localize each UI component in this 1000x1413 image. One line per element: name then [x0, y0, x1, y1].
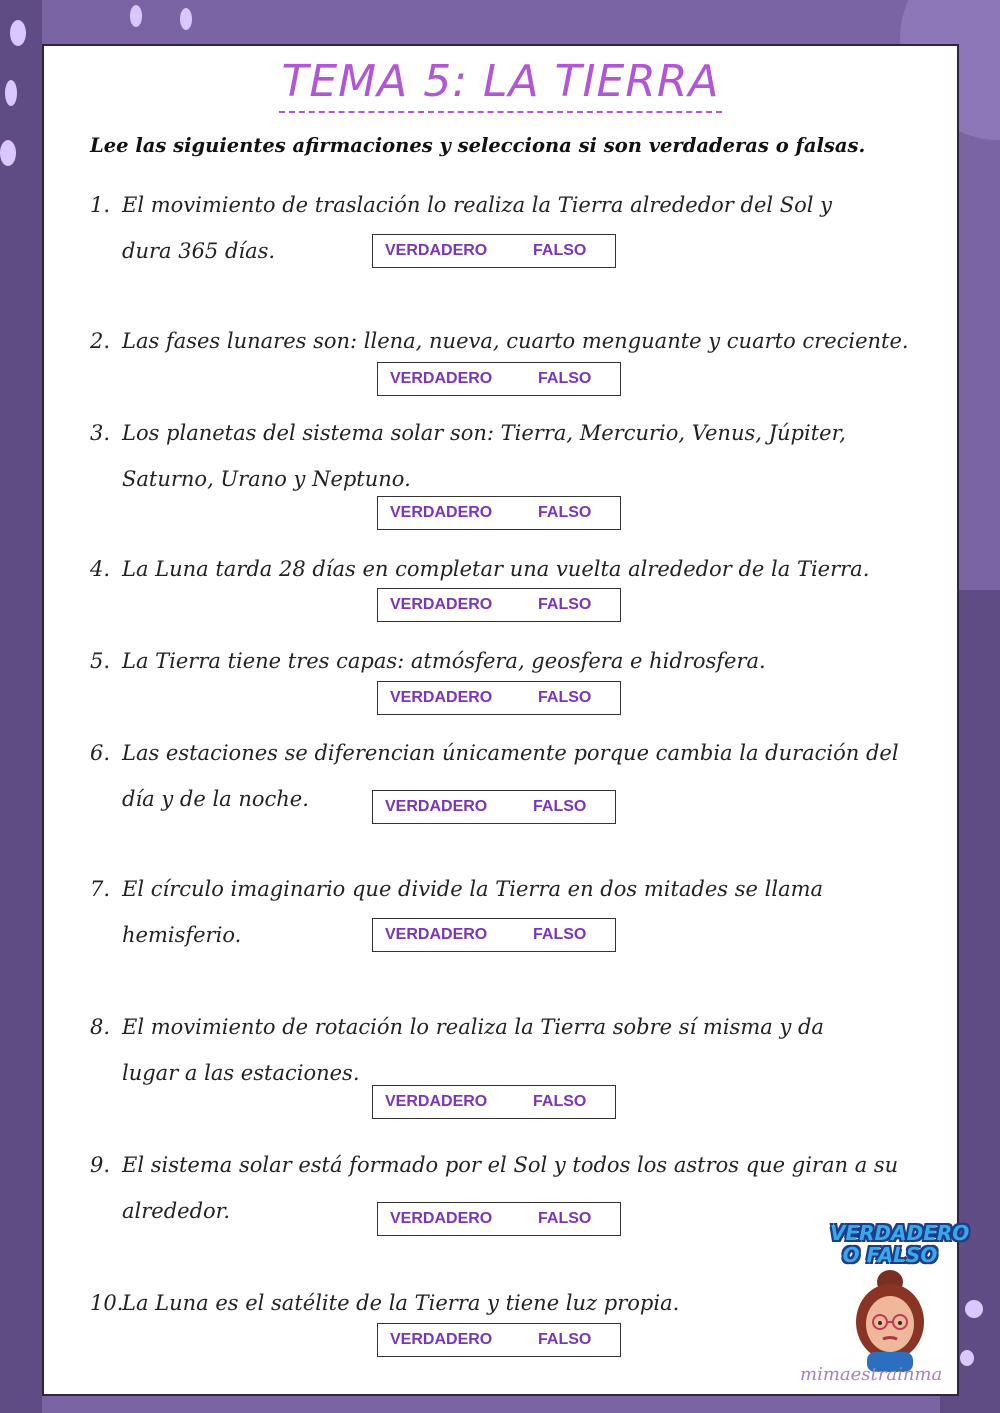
answer-box-7 [372, 918, 616, 952]
statement-text: El sistema solar está formado por el Sol y todos los astros que giran a su [122, 1153, 899, 1177]
statement-3 [90, 410, 846, 502]
statement-8 [90, 1004, 824, 1096]
decor-dot [180, 8, 192, 30]
statement-text: El círculo imaginario que divide la Tierra en dos mitades se llama [122, 877, 824, 901]
statement-number: 4. [90, 557, 111, 581]
statement-10 [90, 1280, 679, 1326]
statement-number: 3. [90, 421, 111, 445]
answer-box-3 [377, 496, 621, 530]
answer-box-6 [372, 790, 616, 824]
false-option-2[interactable]: FALSO [538, 370, 592, 387]
decor-dot [960, 1350, 974, 1366]
false-option-5[interactable]: FALSO [538, 689, 592, 706]
author-signature: mimaestrainma [800, 1364, 943, 1385]
page-title [44, 56, 957, 107]
true-option-6[interactable]: VERDADERO [385, 798, 488, 815]
statement-text: Los planetas del sistema solar son: Tierra, Mercurio, Venus, Júpiter, [122, 421, 846, 445]
statement-number: 7. [90, 877, 111, 901]
statement-text-continued: alrededor. [122, 1199, 231, 1223]
answer-box-8 [372, 1085, 616, 1119]
true-option-3[interactable]: VERDADERO [390, 504, 493, 521]
statement-text-continued: dura 365 días. [122, 239, 276, 263]
statement-number: 2. [90, 329, 111, 353]
statement-4 [90, 546, 869, 592]
decor-dot [10, 20, 26, 46]
answer-box-1 [372, 234, 616, 268]
page-title-text: TEMA 5: LA TIERRA [279, 56, 721, 113]
decor-dot [965, 1300, 983, 1318]
statement-text: La Luna es el satélite de la Tierra y tiene luz propia. [122, 1291, 680, 1315]
statement-number: 8. [90, 1015, 111, 1039]
false-option-10[interactable]: FALSO [538, 1331, 592, 1348]
answer-box-10 [377, 1323, 621, 1357]
statement-number: 5. [90, 649, 111, 673]
false-option-8[interactable]: FALSO [533, 1093, 587, 1110]
true-option-7[interactable]: VERDADERO [385, 926, 488, 943]
true-option-1[interactable]: VERDADERO [385, 242, 488, 259]
answer-box-9 [377, 1202, 621, 1236]
badge-line-2: O FALSO [842, 1243, 938, 1267]
statement-text: La Luna tarda 28 días en completar una vuelta alrededor de la Tierra. [122, 557, 870, 581]
statement-text-continued: lugar a las estaciones. [122, 1061, 360, 1085]
statement-text: Las estaciones se diferencian únicamente porque cambia la duración del [122, 741, 899, 765]
avatar-icon [845, 1268, 935, 1372]
true-option-8[interactable]: VERDADERO [385, 1093, 488, 1110]
true-option-4[interactable]: VERDADERO [390, 596, 493, 613]
verdadero-o-falso-badge [830, 1221, 970, 1372]
statement-5 [90, 638, 766, 684]
background-panel-left [0, 0, 42, 1413]
false-option-7[interactable]: FALSO [533, 926, 587, 943]
false-option-6[interactable]: FALSO [533, 798, 587, 815]
statement-text-continued: Saturno, Urano y Neptuno. [122, 467, 411, 491]
false-option-4[interactable]: FALSO [538, 596, 592, 613]
badge-line-1: VERDADERO [830, 1221, 970, 1245]
statement-text: El movimiento de rotación lo realiza la Tierra sobre sí misma y da [122, 1015, 824, 1039]
decor-dot [0, 140, 16, 166]
statement-number: 9. [90, 1153, 111, 1177]
answer-box-5 [377, 681, 621, 715]
true-option-10[interactable]: VERDADERO [390, 1331, 493, 1348]
true-option-5[interactable]: VERDADERO [390, 689, 493, 706]
statement-text: El movimiento de traslación lo realiza la Tierra alrededor del Sol y [122, 193, 833, 217]
true-option-2[interactable]: VERDADERO [390, 370, 493, 387]
statement-text: Las fases lunares son: llena, nueva, cuarto menguante y cuarto creciente. [122, 329, 909, 353]
statement-number: 1. [90, 193, 111, 217]
statement-number: 10. [90, 1291, 124, 1315]
false-option-3[interactable]: FALSO [538, 504, 592, 521]
statement-2 [90, 318, 909, 364]
statement-text: La Tierra tiene tres capas: atmósfera, geosfera e hidrosfera. [122, 649, 766, 673]
answer-box-2 [377, 362, 621, 396]
false-option-9[interactable]: FALSO [538, 1210, 592, 1227]
true-option-9[interactable]: VERDADERO [390, 1210, 493, 1227]
decor-dot [5, 80, 17, 106]
decor-dot [130, 5, 142, 27]
statement-number: 6. [90, 741, 111, 765]
false-option-1[interactable]: FALSO [533, 242, 587, 259]
statement-text-continued: hemisferio. [122, 923, 242, 947]
answer-box-4 [377, 588, 621, 622]
instruction-text: Lee las siguientes afirmaciones y selecciona si son verdaderas o falsas. [90, 134, 866, 157]
statement-text-continued: día y de la noche. [122, 787, 309, 811]
worksheet [42, 44, 970, 1396]
